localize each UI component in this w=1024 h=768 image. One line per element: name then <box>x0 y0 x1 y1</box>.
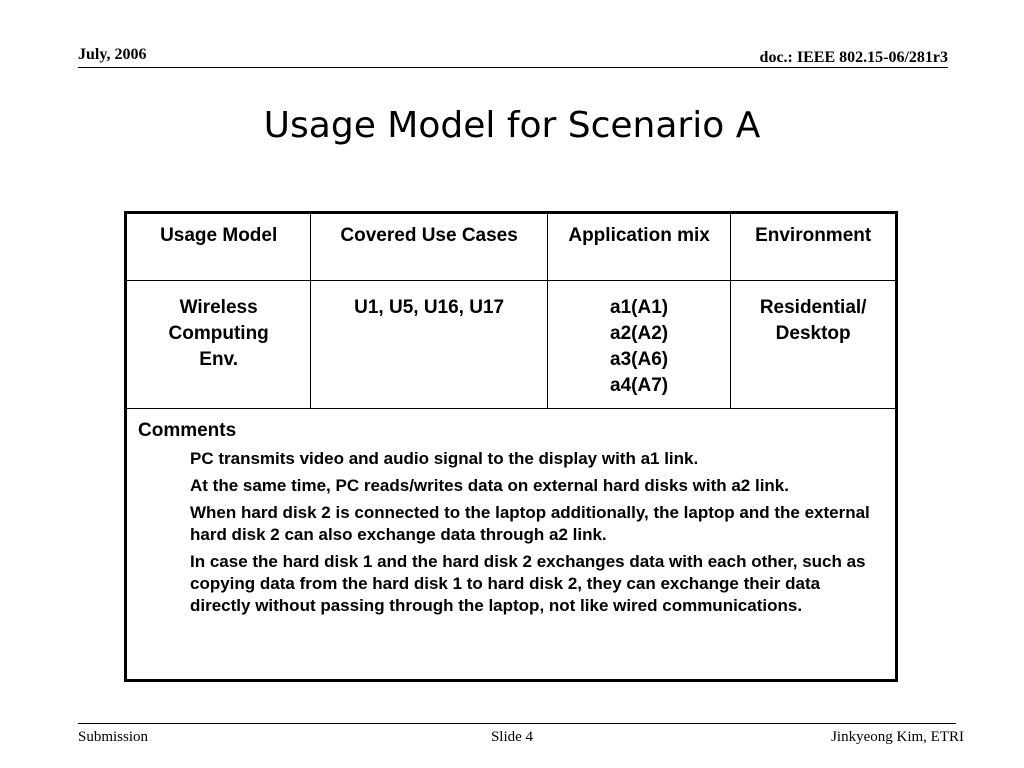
comment-item: PC transmits video and audio signal to the display with a1 link. <box>190 449 699 468</box>
cell-usage-model <box>126 281 311 409</box>
cell-line: a1(A1) <box>610 297 669 318</box>
comments-cell <box>126 409 897 681</box>
header-doc-id: doc.: IEEE 802.15-06/281r3 <box>759 49 948 66</box>
usage-model-table <box>124 211 898 682</box>
slide-title: Usage Model for Scenario A <box>263 105 761 146</box>
cell-line: a3(A6) <box>610 349 669 370</box>
cell-use-cases: U1, U5, U16, U17 <box>311 281 548 409</box>
footer-slide-number: Slide 4 <box>490 729 534 745</box>
cell-line: a4(A7) <box>610 375 669 396</box>
table-row <box>126 281 897 409</box>
cell-line: Env. <box>199 349 239 370</box>
header-application-mix: Application mix <box>547 213 730 281</box>
header-covered-use-cases: Covered Use Cases <box>311 213 548 281</box>
comments-row <box>126 409 897 681</box>
header-environment: Environment <box>731 213 897 281</box>
comment-item: In case the hard disk 1 and the hard disk 2 exchanges data with each other, such as copying data from the hard disk 1 to hard disk 2, they can exchange their data directly without passing through the laptop, not like wired communications. <box>190 552 866 615</box>
cell-line: Desktop <box>775 323 851 344</box>
comment-item: When hard disk 2 is connected to the laptop additionally, the laptop and the external hard disk 2 can also exchange data through a2 link. <box>190 503 870 544</box>
cell-line: Wireless <box>179 297 258 318</box>
cell-application-mix <box>547 281 730 409</box>
comments-label: Comments <box>138 420 237 441</box>
cell-line: Computing <box>168 323 269 344</box>
header-date: July, 2006 <box>78 46 147 63</box>
footer-divider <box>78 723 956 724</box>
table-header-row <box>126 213 897 281</box>
comment-item: At the same time, PC reads/writes data on external hard disks with a2 link. <box>190 476 789 495</box>
footer-submission: Submission <box>78 729 149 745</box>
cell-environment <box>731 281 897 409</box>
cell-line: Residential/ <box>759 297 867 318</box>
header-divider <box>78 67 948 68</box>
header-usage-model: Usage Model <box>126 213 311 281</box>
cell-line: a2(A2) <box>610 323 669 344</box>
footer-author: Jinkyeong Kim, ETRI <box>831 729 964 745</box>
